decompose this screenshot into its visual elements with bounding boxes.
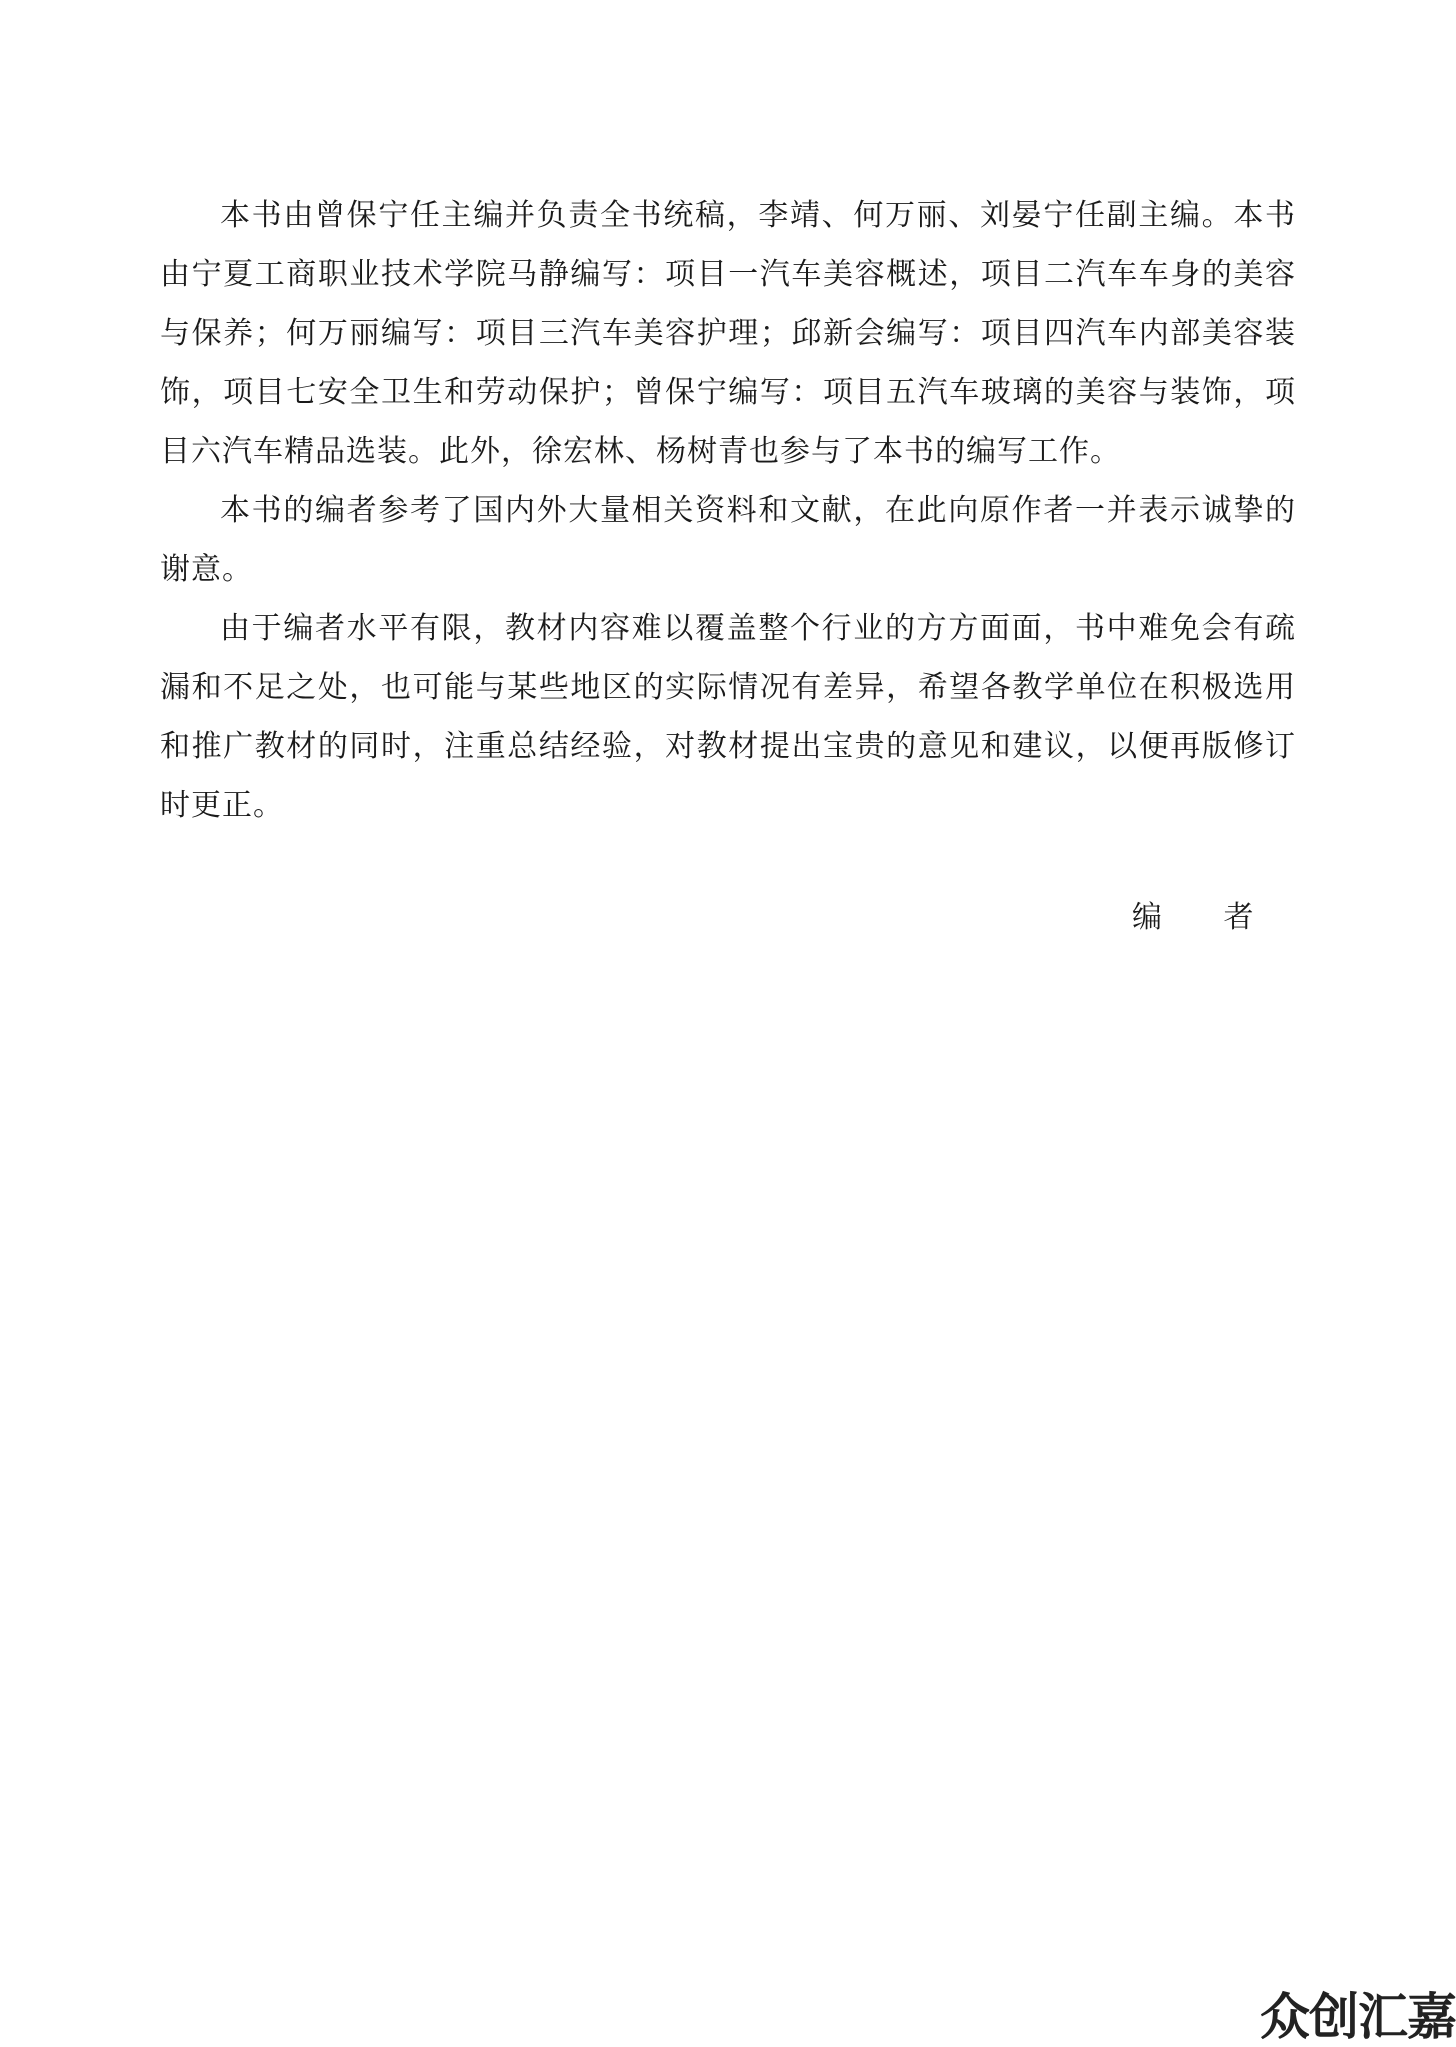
paragraph-disclaimer: 由于编者水平有限，教材内容难以覆盖整个行业的方方面面，书中难免会有疏漏和不足之处，也可能与某些地区的实际情况有差异，希望各教学单位在积极选用和推广教材的同时，注重总结经验，对教材提出宝贵的意见和建议，以便再版修订时更正。 (160, 611, 1296, 823)
preface-body (160, 186, 1296, 835)
watermark-logo: 众创汇嘉 (1260, 1988, 1456, 2046)
paragraph-acknowledgement: 本书的编者参考了国内外大量相关资料和文献，在此向原作者一并表示诚挚的谢意。 (160, 493, 1296, 587)
paragraph-editors: 本书由曾保宁任主编并负责全书统稿，李靖、何万丽、刘晏宁任副主编。本书由宁夏工商职业技术学院马静编写：项目一汽车美容概述，项目二汽车车身的美容与保养；何万丽编写：项目三汽车美容护理；邱新会编写：项目四汽车内部美容装饰，项目七安全卫生和劳动保护；曾保宁编写：项目五汽车玻璃的美容与装饰，项目六汽车精品选装。此外，徐宏林、杨树青也参与了本书的编写工作。 (160, 198, 1296, 469)
signature: 编 者 (1132, 900, 1280, 935)
